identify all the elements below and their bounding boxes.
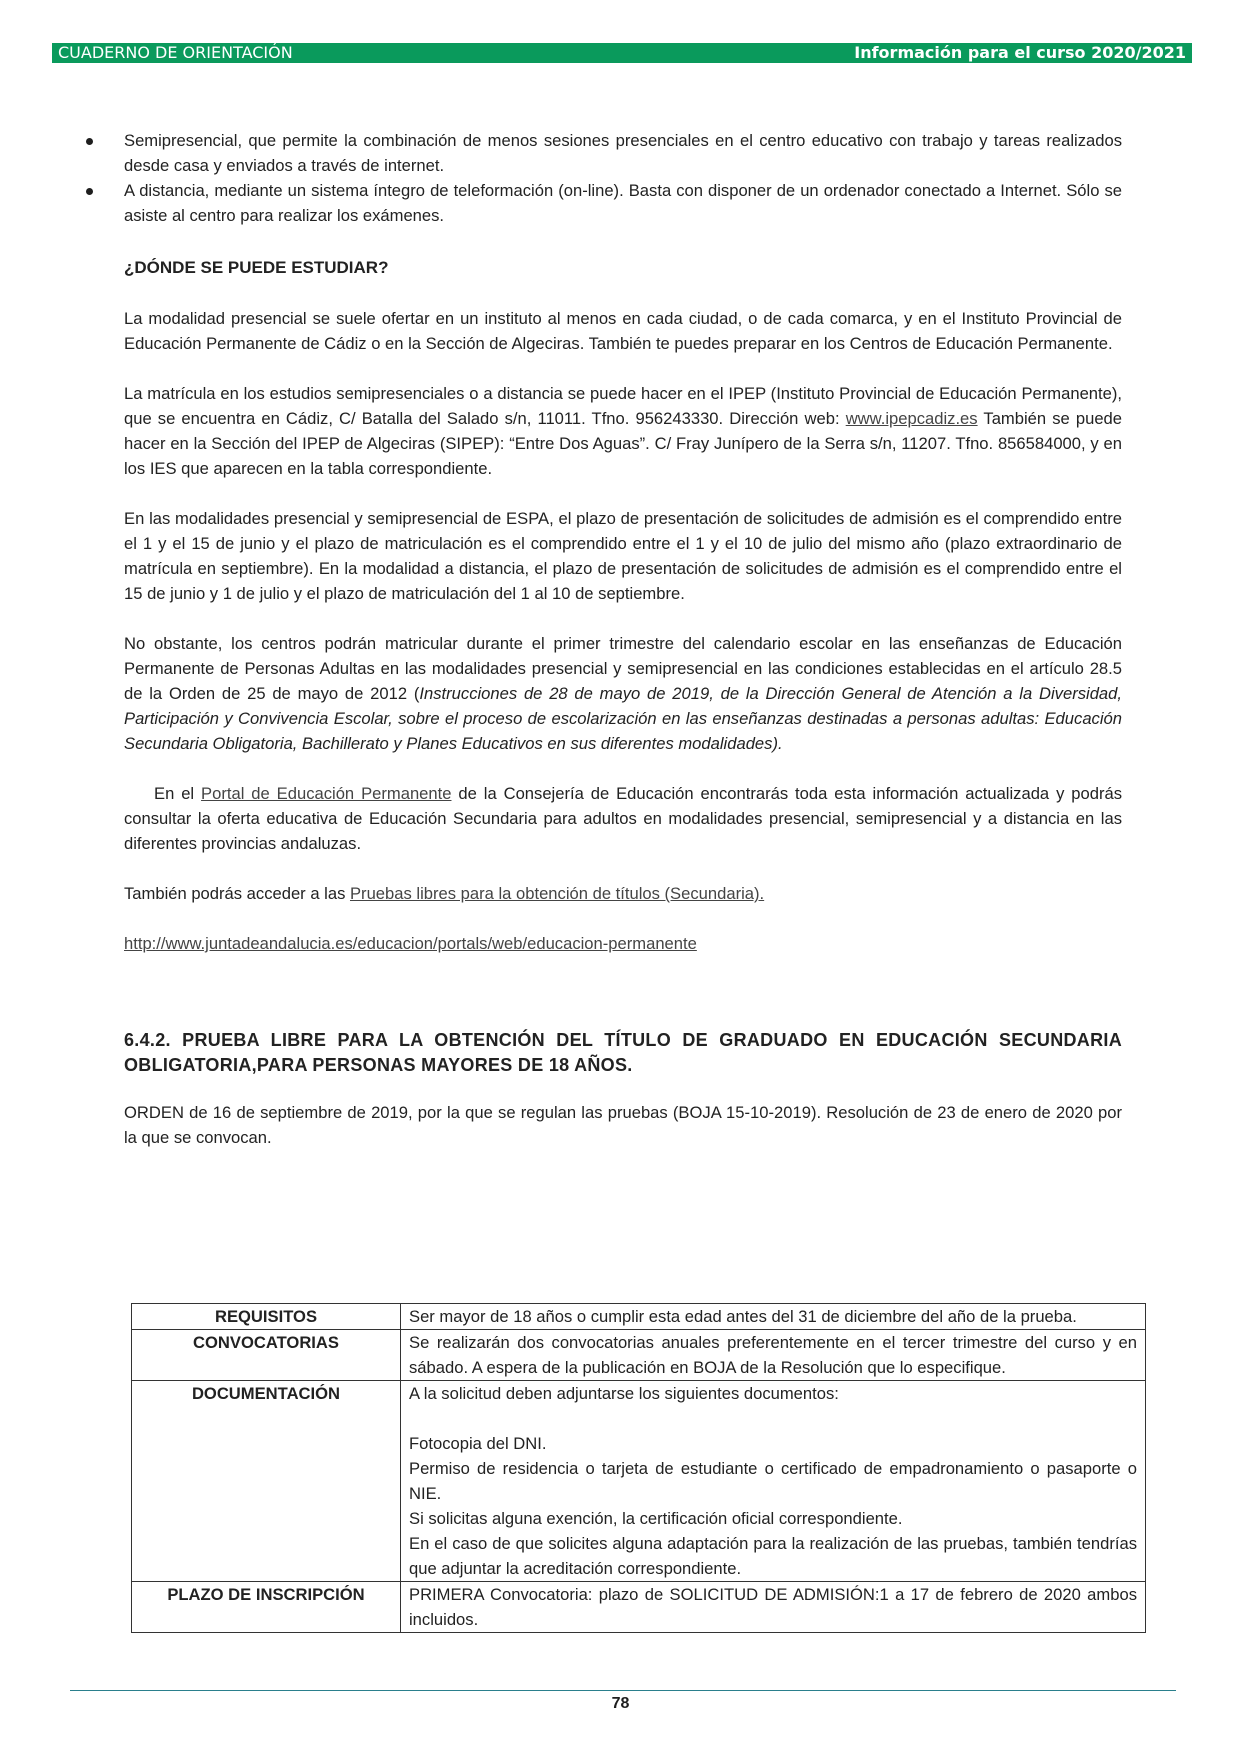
doc-item: Si solicitas alguna exención, la certificación oficial correspondiente. <box>409 1509 903 1528</box>
table-row <box>132 1381 1146 1582</box>
page-number: 78 <box>611 1695 630 1712</box>
donde-heading: ¿DÓNDE SE PUEDE ESTUDIAR? <box>124 258 389 277</box>
section-intro: ORDEN de 16 de septiembre de 2019, por la que se regulan las pruebas (BOJA 15-10-2019). Resolución de 23 de enero de 2020 por la que se convocan. <box>124 1103 1122 1147</box>
paragraph: También podrás acceder a las Pruebas libres para la obtención de títulos (Secundaria). <box>124 884 765 903</box>
table-label: DOCUMENTACIÓN <box>132 1381 401 1582</box>
modality-list <box>124 128 1122 228</box>
header-course: Información para el curso 2020/2021 <box>854 43 1186 62</box>
bullet-icon <box>86 188 93 195</box>
page-content <box>124 128 1122 1175</box>
paragraph: En el Portal de Educación Permanente de la Consejería de Educación encontrarás toda esta información actualizada y podrás consultar la oferta educativa de Educación Secundaria para adultos en modalidades presencial, semipresencial y a distancia en las diferentes provincias andaluzas. <box>124 784 1123 853</box>
paragraph: En las modalidades presencial y semipresencial de ESPA, el plazo de presentación de solicitudes de admisión es el comprendido entre el 1 y el 15 de junio y el plazo de matriculación es el comprendido entre el 1 y el 10 de julio del mismo año (plazo extraordinario de matrícula en septiembre). En la modalidad a distancia, el plazo de presentación de solicitudes de admisión es el comprendido entre el 15 de junio y 1 de julio y el plazo de matriculación del 1 al 10 de septiembre. <box>124 509 1122 603</box>
section-heading: 6.4.2. PRUEBA LIBRE PARA LA OBTENCIÓN DEL TÍTULO DE GRADUADO EN EDUCACIÓN SECUNDARIA OBLIGATORIA,PARA PERSONAS MAYORES DE 18 AÑOS. <box>124 1030 1122 1075</box>
list-item: Semipresencial, que permite la combinación de menos sesiones presenciales en el centro educativo con trabajo y tareas realizados desde casa y enviados a través de internet. <box>124 128 1122 178</box>
doc-item: Permiso de residencia o tarjeta de estudiante o certificado de empadronamiento o pasaporte o NIE. <box>409 1459 1137 1503</box>
requirements-table <box>131 1303 1146 1633</box>
paragraph: La modalidad presencial se suele ofertar en un instituto al menos en cada ciudad, o de cada comarca, y en el Instituto Provincial de Educación Permanente de Cádiz o en la Sección de Algeciras. También te puedes preparar en los Centros de Educación Permanente. <box>124 309 1122 353</box>
paragraph: No obstante, los centros podrán matricular durante el primer trimestre del calendario escolar en las enseñanzas de Educación Permanente de Personas Adultas en las modalidades presencial y semipresencial en las condiciones establecidas en el artículo 28.5 de la Orden de 25 de mayo de 2012 (Instrucciones de 28 de mayo de 2019, de la Dirección General de Atención a la Diversidad, Participación y Convivencia Escolar, sobre el proceso de escolarización en las enseñanzas destinadas a personas adultas: Educación Secundaria Obligatoria, Bachillerato y Planes Educativos en sus diferentes modalidades). <box>124 634 1122 753</box>
table-value: PRIMERA Convocatoria: plazo de SOLICITUD DE ADMISIÓN:1 a 17 de febrero de 2020 ambos incluidos. <box>401 1582 1146 1633</box>
portal-link[interactable]: Portal de Educación Permanente <box>201 784 452 803</box>
table-value: Se realizarán dos convocatorias anuales preferentemente en el tercer trimestre del curso y en sábado. A espera de la publicación en BOJA de la Resolución que lo especifique. <box>401 1330 1146 1381</box>
table-label: REQUISITOS <box>132 1304 401 1330</box>
url-link[interactable]: http://www.juntadeandalucia.es/educacion/portals/web/educacion-permanente <box>124 934 697 953</box>
bullet-icon <box>86 138 93 145</box>
table-row <box>132 1582 1146 1633</box>
ipep-link[interactable]: www.ipepcadiz.es <box>845 409 978 428</box>
pruebas-libres-link[interactable]: Pruebas libres para la obtención de títulos (Secundaria). <box>349 884 765 903</box>
doc-item: En el caso de que solicites alguna adaptación para la realización de las pruebas, también tendrías que adjuntar la acreditación correspondiente. <box>409 1534 1137 1578</box>
table-row <box>132 1304 1146 1330</box>
paragraph: La matrícula en los estudios semipresenciales o a distancia se puede hacer en el IPEP (Instituto Provincial de Educación Permanente), que se encuentra en Cádiz, C/ Batalla del Salado s/n, 11011. Tfno. 956243330. Dirección web: www.ipepcadiz.es También se puede hacer en la Sección del IPEP de Algeciras (SIPEP): “Entre Dos Aguas”. C/ Fray Junípero de la Serra s/n, 11207. Tfno. 856584000, y en los IES que aparecen en la tabla correspondiente. <box>124 384 1123 478</box>
table-row <box>132 1330 1146 1381</box>
footer-divider <box>70 1690 1176 1691</box>
list-item: A distancia, mediante un sistema íntegro de teleformación (on-line). Basta con disponer de un ordenador conectado a Internet. Sólo se asiste al centro para realizar los exámenes. <box>124 178 1122 228</box>
table-value: A la solicitud deben adjuntarse los siguientes documentos: Fotocopia del DNI. Permiso de residencia o tarjeta de estudiante o certificado de empadronamiento o pasaporte o NIE. Si solicitas alguna exención, la certificación oficial correspondiente. En el caso de que solicites alguna adaptación para la realización de las pruebas, también tendrías que adjuntar la acreditación correspondiente. <box>401 1381 1146 1582</box>
paragraph <box>124 931 1122 956</box>
page-header <box>52 43 1192 63</box>
doc-item: Fotocopia del DNI. <box>409 1434 547 1453</box>
header-title: CUADERNO DE ORIENTACIÓN <box>58 43 293 62</box>
table-label: PLAZO DE INSCRIPCIÓN <box>132 1582 401 1633</box>
table-value: Ser mayor de 18 años o cumplir esta edad antes del 31 de diciembre del año de la prueba. <box>401 1304 1146 1330</box>
table-label: CONVOCATORIAS <box>132 1330 401 1381</box>
